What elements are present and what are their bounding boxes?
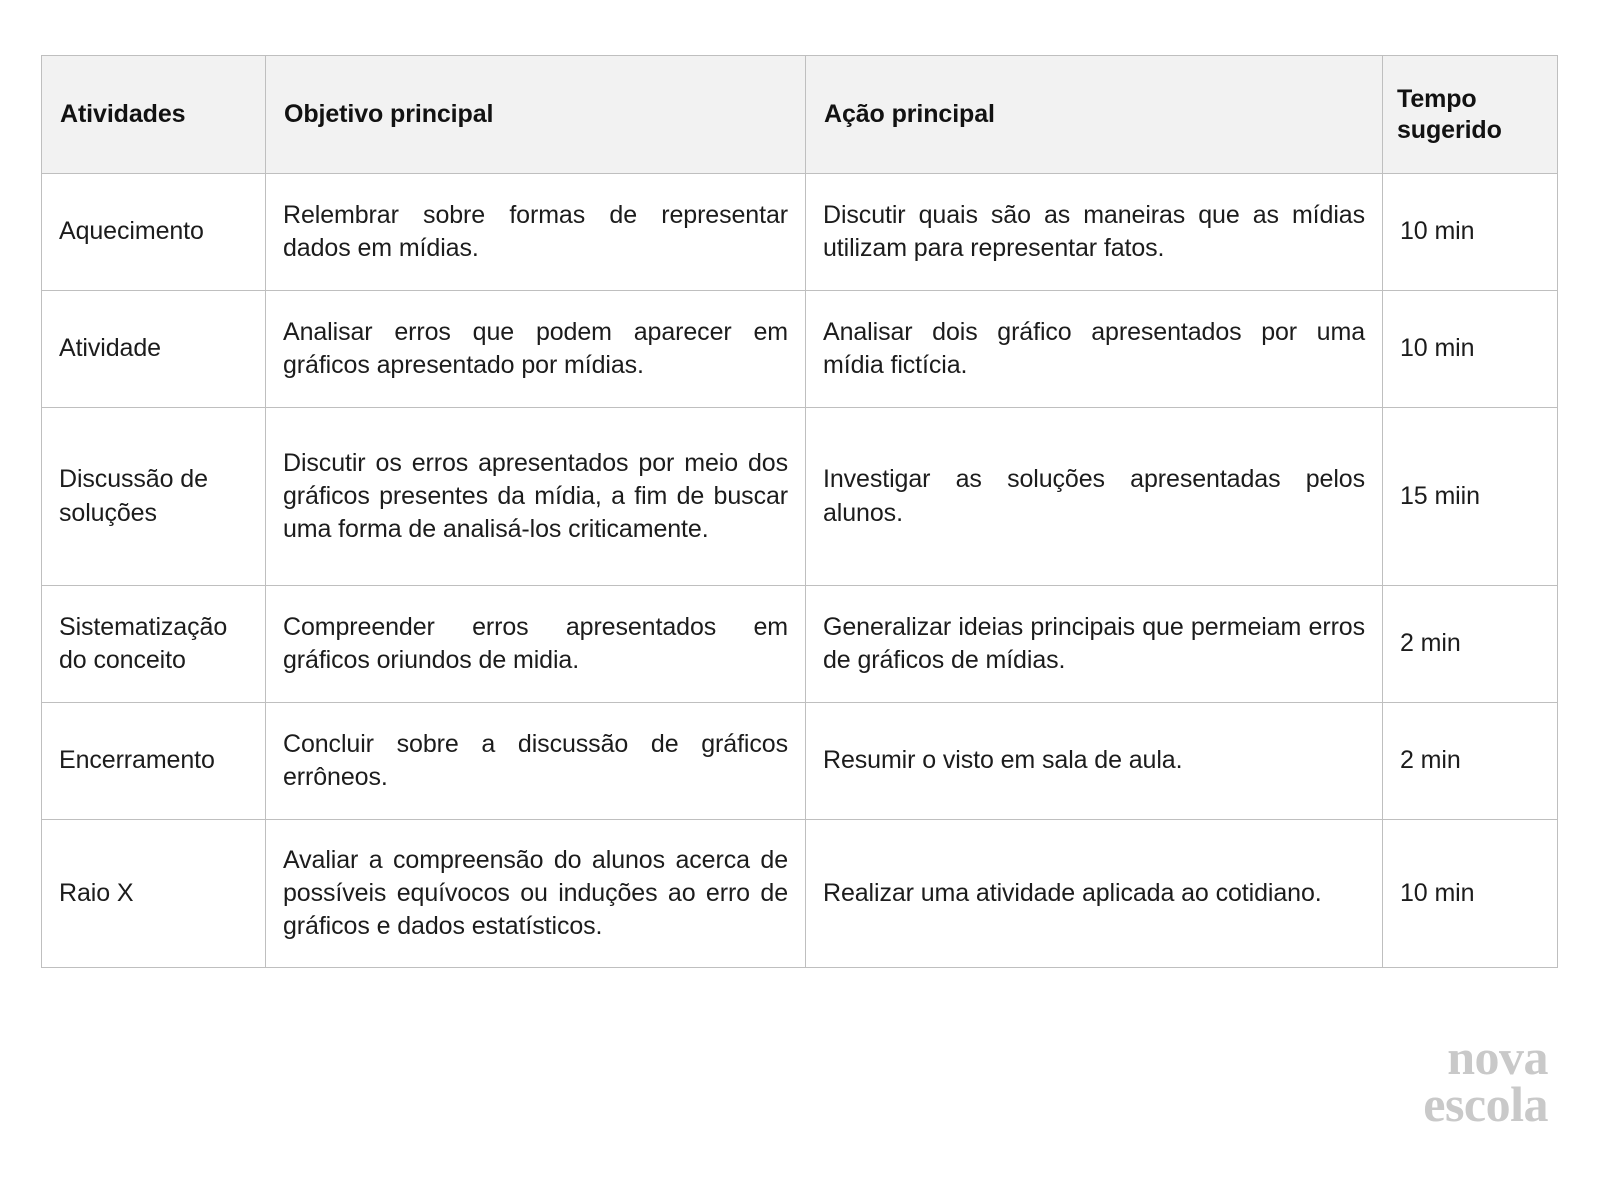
cell-acao: Resumir o visto em sala de aula. [806, 703, 1383, 820]
cell-tempo: 2 min [1383, 586, 1558, 703]
logo-line-nova: nova [1447, 1029, 1548, 1085]
table-row [42, 586, 1558, 703]
table-row [42, 408, 1558, 586]
column-header-tempo-sugerido: Tempo sugerido [1383, 56, 1558, 174]
cell-tempo: 10 min [1383, 291, 1558, 408]
cell-objetivo: Compreender erros apresentados em gráficos oriundos de midia. [266, 586, 806, 703]
nova-escola-logo [1423, 1029, 1548, 1132]
cell-acao: Investigar as soluções apresentadas pelos alunos. [806, 408, 1383, 586]
table-header-row [42, 56, 1558, 174]
table-row [42, 174, 1558, 291]
column-header-acao-principal: Ação principal [806, 56, 1383, 174]
cell-tempo: 15 miin [1383, 408, 1558, 586]
table-row [42, 291, 1558, 408]
activities-table [41, 55, 1558, 968]
table-body [42, 174, 1558, 968]
cell-tempo: 10 min [1383, 820, 1558, 968]
cell-atividade: Sistematização do conceito [42, 586, 266, 703]
cell-atividade: Encerramento [42, 703, 266, 820]
table-header [42, 56, 1558, 174]
table-row [42, 820, 1558, 968]
cell-acao: Generalizar ideias principais que permeiam erros de gráficos de mídias. [806, 586, 1383, 703]
cell-objetivo: Discutir os erros apresentados por meio dos gráficos presentes da mídia, a fim de buscar uma forma de analisá-los criticamente. [266, 408, 806, 586]
cell-acao: Analisar dois gráfico apresentados por uma mídia fictícia. [806, 291, 1383, 408]
cell-atividade: Discussão de soluções [42, 408, 266, 586]
cell-atividade: Raio X [42, 820, 266, 968]
logo-line-escola: escola [1423, 1076, 1548, 1132]
cell-tempo: 10 min [1383, 174, 1558, 291]
cell-tempo: 2 min [1383, 703, 1558, 820]
cell-atividade: Aquecimento [42, 174, 266, 291]
cell-acao: Realizar uma atividade aplicada ao cotidiano. [806, 820, 1383, 968]
cell-acao: Discutir quais são as maneiras que as mídias utilizam para representar fatos. [806, 174, 1383, 291]
table-row [42, 703, 1558, 820]
column-header-atividades: Atividades [42, 56, 266, 174]
cell-objetivo: Relembrar sobre formas de representar dados em mídias. [266, 174, 806, 291]
cell-objetivo: Concluir sobre a discussão de gráficos errôneos. [266, 703, 806, 820]
cell-objetivo: Analisar erros que podem aparecer em gráficos apresentado por mídias. [266, 291, 806, 408]
activities-table-container [41, 55, 1557, 968]
cell-atividade: Atividade [42, 291, 266, 408]
column-header-objetivo-principal: Objetivo principal [266, 56, 806, 174]
cell-objetivo: Avaliar a compreensão do alunos acerca de possíveis equívocos ou induções ao erro de gráficos e dados estatísticos. [266, 820, 806, 968]
